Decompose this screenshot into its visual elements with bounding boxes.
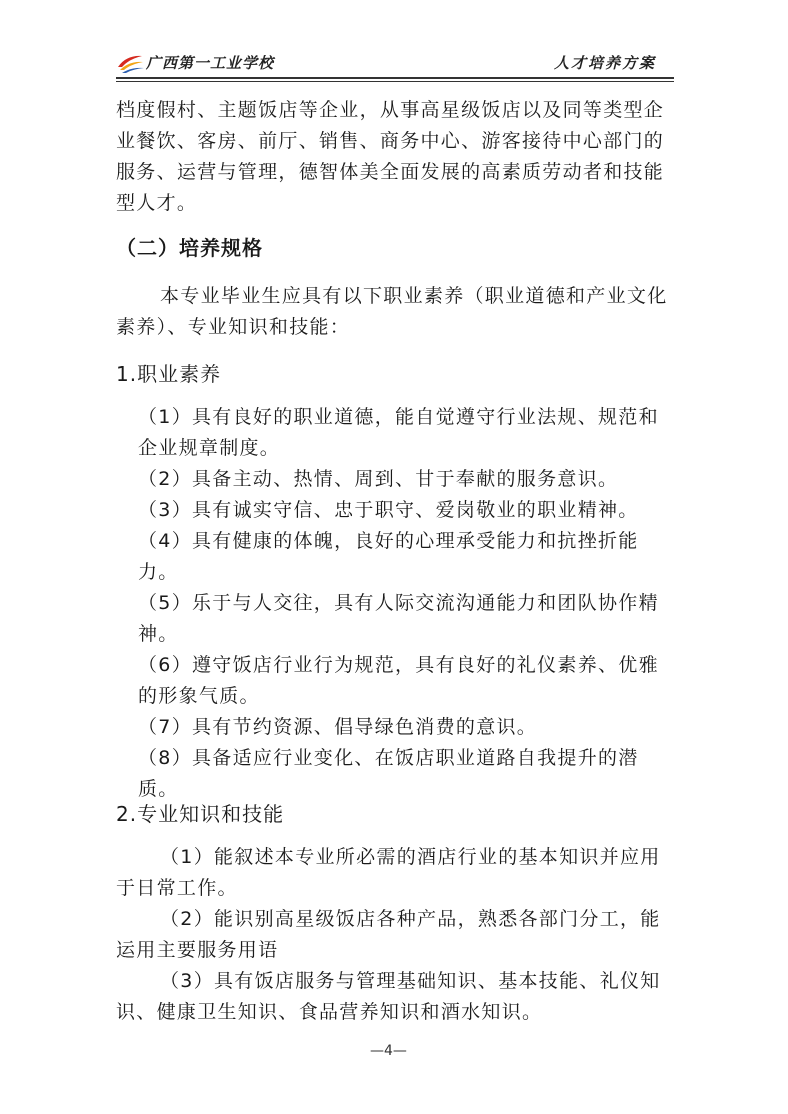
list-item: （6）遵守饭店行业行为规范，具有良好的礼仪素养、优雅的形象气质。 bbox=[138, 654, 659, 707]
school-logo-icon bbox=[116, 50, 146, 76]
list-item: （2）具备主动、热情、周到、甘于奉献的服务意识。 bbox=[138, 468, 619, 490]
spec-intro: 本专业毕业生应具有以下职业素养（职业道德和产业文化素养）、专业知识和技能： bbox=[116, 285, 668, 338]
section2-title: 2.专业知识和技能 bbox=[116, 802, 285, 826]
list-item: （7）具有节约资源、倡导绿色消费的意识。 bbox=[138, 716, 538, 738]
section1-title: 1.职业素养 bbox=[116, 362, 222, 386]
list-item: （3）具有饭店服务与管理基础知识、基本技能、礼仪知识、健康卫生知识、食品营养知识和酒水知识。 bbox=[116, 970, 661, 1023]
list-item: （1）具有良好的职业道德，能自觉遵守行业法规、规范和企业规章制度。 bbox=[138, 406, 659, 459]
document-type: 人才培养方案 bbox=[553, 54, 656, 72]
list-item: （8）具备适应行业变化、在饭店职业道路自我提升的潜质。 bbox=[138, 747, 639, 800]
intro-paragraph: 档度假村、主题饭店等企业，从事高星级饭店以及同等类型企业餐饮、客房、前厅、销售、商务中心、游客接待中心部门的服务、运营与管理，德智体美全面发展的高素质劳动者和技能型人才。 bbox=[116, 99, 665, 214]
list-item: （5）乐于与人交往，具有人际交流沟通能力和团队协作精神。 bbox=[138, 592, 659, 645]
section2-list bbox=[116, 842, 676, 1028]
page-header bbox=[116, 50, 674, 84]
list-item: （3）具有诚实守信、忠于职守、爱岗敬业的职业精神。 bbox=[138, 499, 639, 521]
section1-list bbox=[138, 402, 678, 805]
list-item: （1）能叙述本专业所必需的酒店行业的基本知识并应用于日常工作。 bbox=[116, 846, 661, 899]
school-name: 广西第一工业学校 bbox=[146, 54, 275, 72]
header-rule-thin bbox=[116, 81, 674, 82]
header-rule bbox=[116, 77, 674, 79]
list-item: （4）具有健康的体魄，良好的心理承受能力和抗挫折能力。 bbox=[138, 530, 639, 583]
page-number: —4— bbox=[370, 1043, 407, 1059]
list-item: （2）能识别高星级饭店各种产品，熟悉各部门分工，能运用主要服务用语 bbox=[116, 908, 661, 961]
spec-heading: （二）培养规格 bbox=[116, 236, 263, 260]
